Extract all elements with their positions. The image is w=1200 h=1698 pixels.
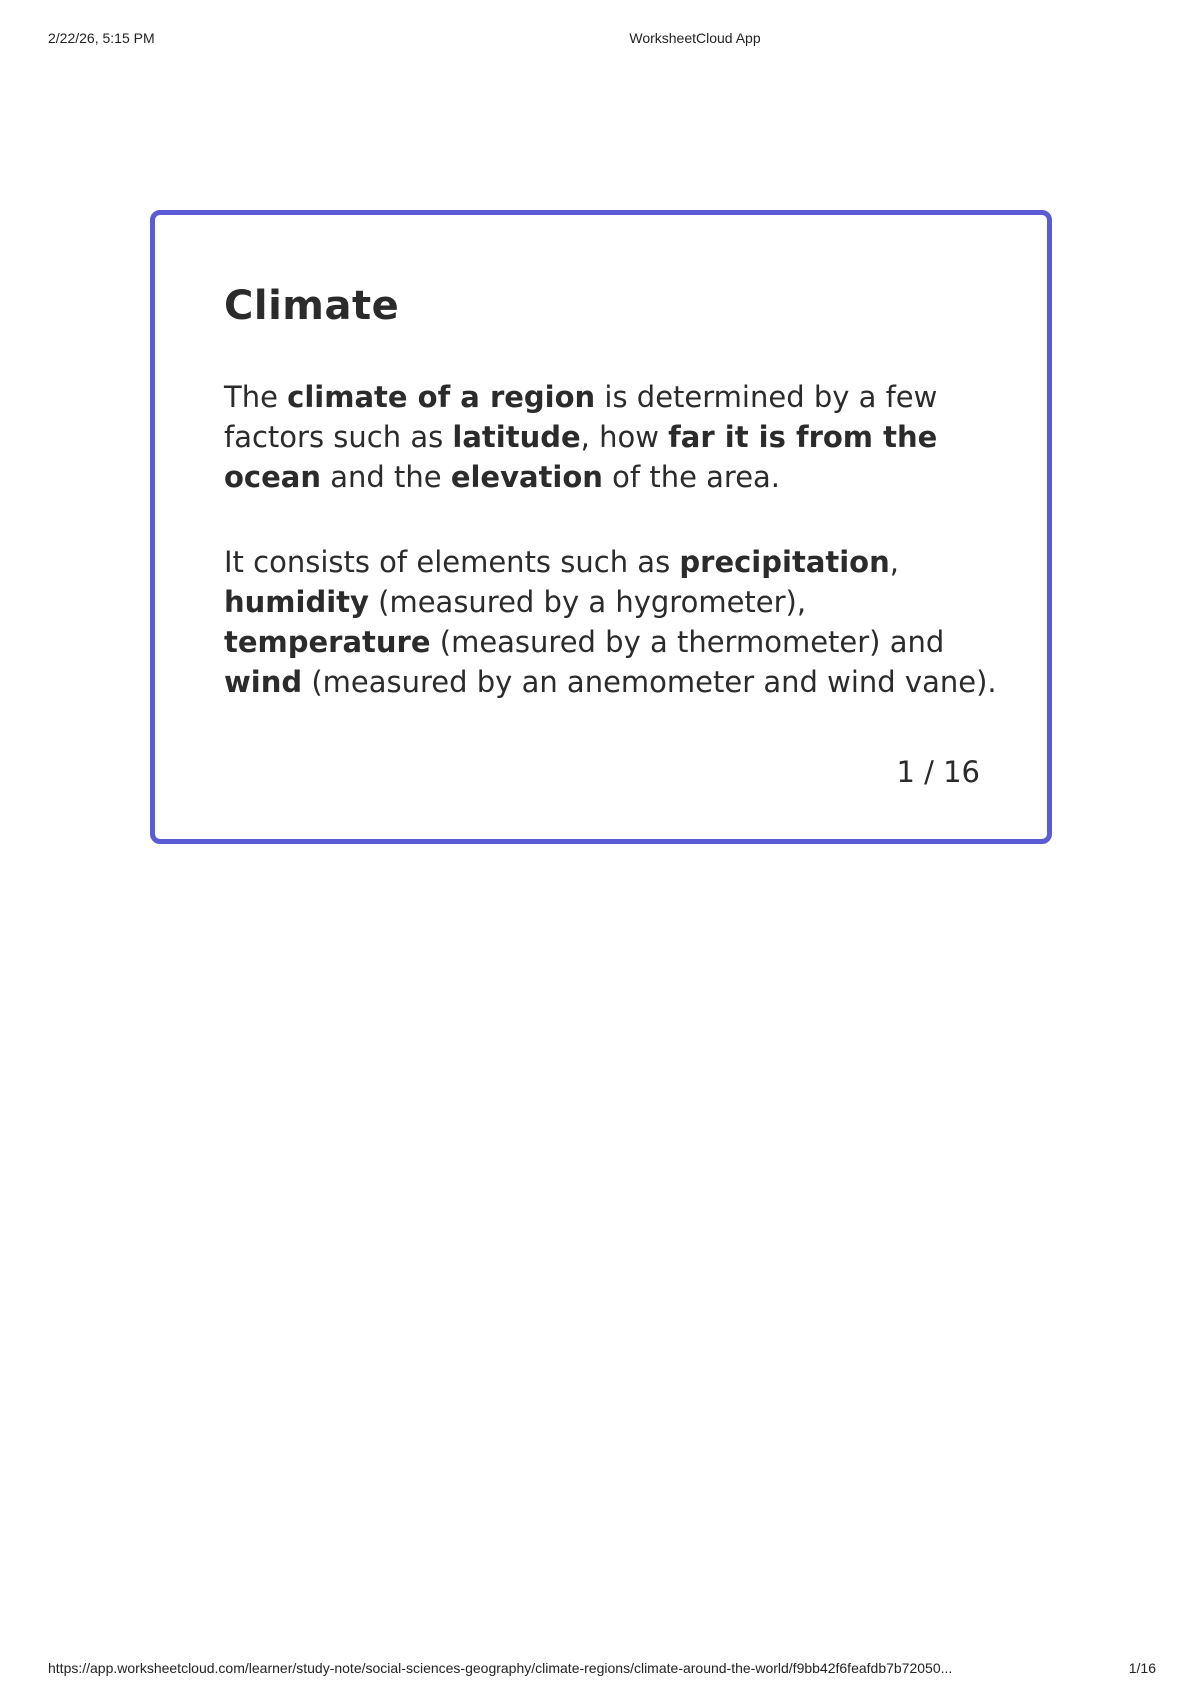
bold-term: humidity xyxy=(224,585,369,619)
bold-term: temperature xyxy=(224,625,431,659)
card-counter: 1 / 16 xyxy=(896,755,980,789)
print-date: 2/22/26, 5:15 PM xyxy=(48,30,155,46)
text-run: (measured by an anemometer and wind vane). xyxy=(302,665,997,699)
bold-term: wind xyxy=(224,665,303,699)
bold-term: latitude xyxy=(452,420,581,454)
text-run: is determined by a few factors such as xyxy=(224,380,938,454)
card-paragraph-2 xyxy=(224,542,1004,702)
flashcard xyxy=(150,210,1052,844)
text-run: , xyxy=(889,545,899,579)
print-page-number: 1/16 xyxy=(1128,1660,1156,1676)
text-run: and the xyxy=(321,460,451,494)
text-run: (measured by a hygrometer), xyxy=(368,585,807,619)
card-paragraph-1 xyxy=(224,377,1004,497)
text-run: The xyxy=(224,380,288,414)
bold-term: precipitation xyxy=(679,545,890,579)
text-run: , how xyxy=(580,420,669,454)
print-footer xyxy=(0,1660,1200,1680)
text-run: of the area. xyxy=(602,460,781,494)
print-title: WorksheetCloud App xyxy=(629,30,761,46)
bold-term: far it is from the ocean xyxy=(224,420,938,494)
print-url: https://app.worksheetcloud.com/learner/study-note/social-sciences-geography/climate-regions/climate-around-the-world/f9bb42f6feafdb7b72050... xyxy=(48,1660,953,1676)
bold-term: elevation xyxy=(450,460,603,494)
print-header xyxy=(0,30,1200,50)
card-title: Climate xyxy=(224,283,400,329)
text-run: It consists of elements such as xyxy=(224,545,680,579)
text-run: (measured by a thermometer) and xyxy=(430,625,945,659)
bold-term: climate of a region xyxy=(287,380,596,414)
